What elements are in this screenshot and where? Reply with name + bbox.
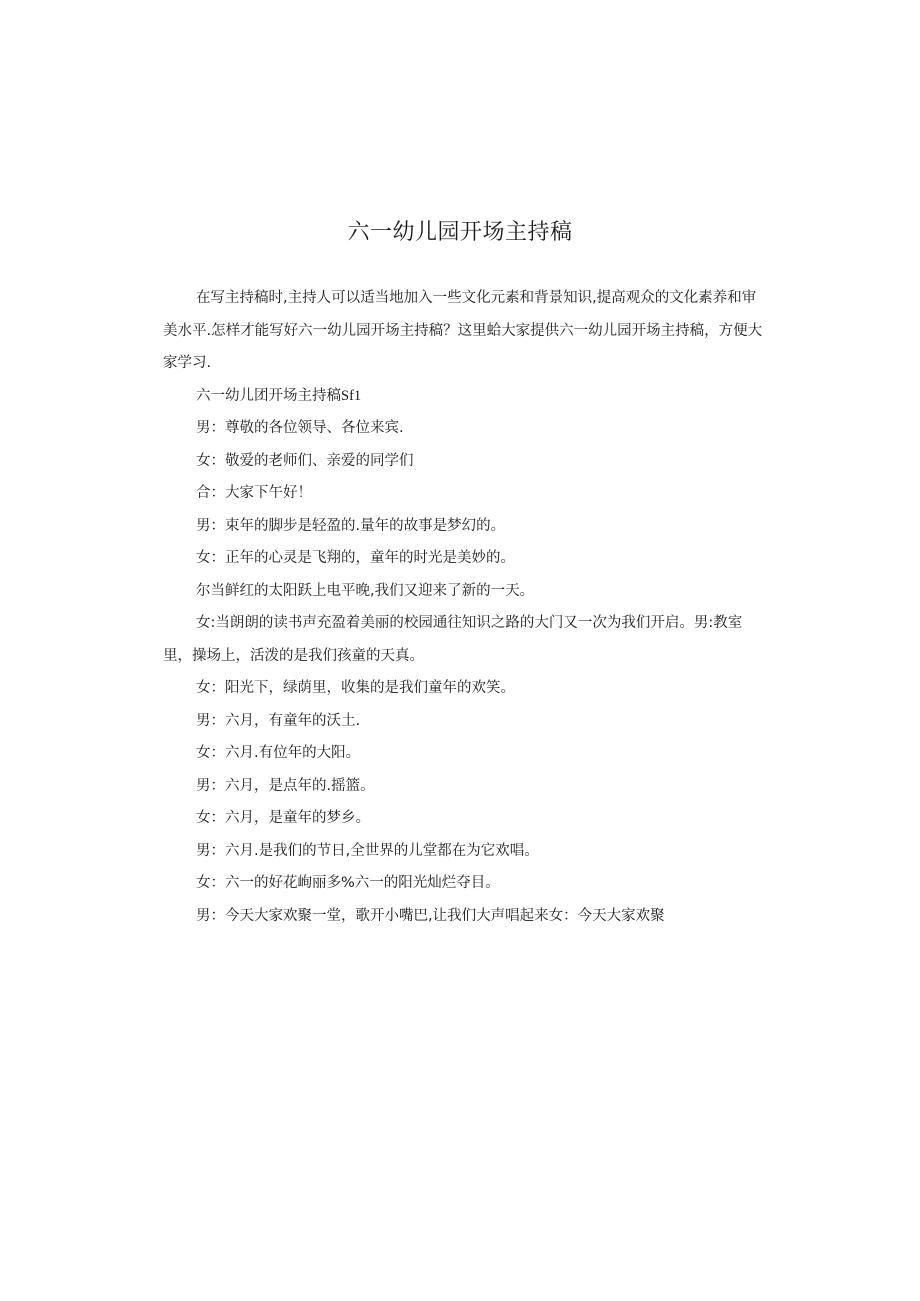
script-line: 女：正年的心灵是飞翔的，童年的时光是美妙的。 — [196, 550, 515, 566]
script-line: 女：敬爱的老师们、亲爱的同学们 — [196, 452, 414, 469]
intro-paragraph: 在写主持稿时,主持人可以适当地加入一些文化元素和背景知识,提高观众的文化素养和审美水平.怎样才能写好六一幼儿园开场主持稿？这里蛤大家提供六一幼儿园开场主持稿，方便大家学习. — [163, 290, 763, 371]
script-line: 女:当朗朗的读书声充盈着美丽的校园通往知识之路的大门又一次为我们开启。男:教室里，操场上，活泼的是我们孩童的天真。 — [163, 615, 743, 664]
script-line: 男：六月，有童年的沃土. — [196, 712, 361, 729]
script-line: 男：今天大家欢聚一堂，歌开小嘴巴,让我们大声唱起来女：今天大家欢聚 — [196, 907, 665, 924]
script-line: 女：六一的好花峋丽多%六一的阳光灿烂夺目。 — [196, 875, 500, 891]
section-heading: 六一幼儿团开场主持稿Sf1 — [196, 387, 362, 404]
script-line: 男：六月.是我们的节日,全世界的儿堂都在为它欢唱。 — [196, 842, 539, 859]
script-line: 尔当鲜红的太阳跃上电平晚,我们又迎来了新的一天。 — [196, 582, 535, 599]
script-line: 女：阳光下，绿荫里，收集的是我们童年的欢笑。 — [196, 680, 515, 696]
document-title: 六一幼儿园开场主持稿 — [347, 220, 573, 245]
script-line: 男：六月，是点年的.摇篮。 — [196, 777, 375, 794]
script-line: 男：束年的脚步是轻盈的.量年的故事是梦幻的。 — [196, 517, 506, 534]
document-body — [163, 282, 767, 932]
script-line: 合：大家下午好！ — [196, 485, 312, 501]
script-line: 女：六月.有位年的大阳。 — [196, 745, 361, 761]
script-line: 男：尊敬的各位领导、各位来宾. — [196, 420, 404, 436]
script-line: 女：六月，是童年的梦乡。 — [196, 810, 370, 826]
